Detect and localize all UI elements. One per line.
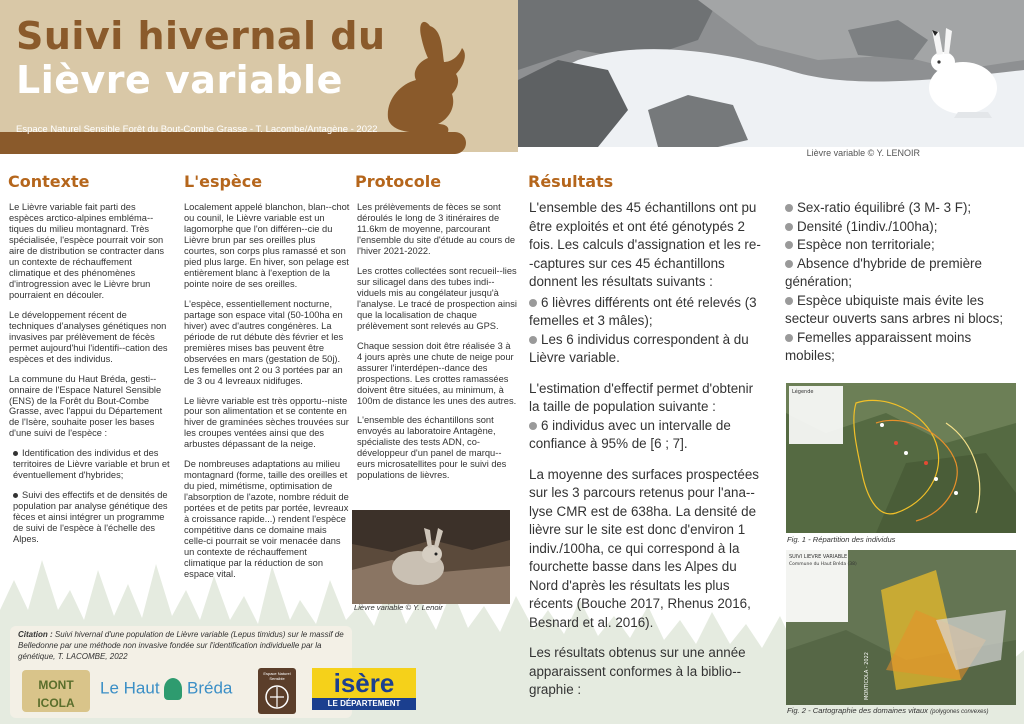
- resultats-body: [529, 199, 761, 712]
- map2-sub: Commune du Haut Bréda (38): [789, 562, 857, 567]
- resultats-b3: 6 individus avec un intervalle de confiance à 95% de [6 ; 7].: [529, 417, 731, 451]
- protocole-p3: Chaque session doit être réalisée 3 à 4 jours après une chute de neige pour assurer l'interdépen--dance des prospections. Les crottes ramassées doivent être situées, au minimum, à 100m de distance les unes des autres.: [357, 340, 517, 406]
- protocole-p4: L'ensemble des échantillons sont envoyés au laboratoire Antagène, spécialiste des tests ADN, co-développeur d'un panel de marqu--eurs microsatellites pour le suivi des populations de lièvres.: [357, 415, 507, 481]
- resultats-list-item: Espèce non territoriale;: [785, 236, 1015, 255]
- map1-legend-title: Légende: [792, 389, 814, 395]
- ens-leaf-icon: [264, 683, 290, 711]
- map-individus: [786, 383, 1016, 533]
- hare-silhouette-icon: [378, 18, 488, 136]
- map2-title: SUIVI LIEVRE VARIABLE: [789, 554, 848, 560]
- contexte-body: [9, 202, 171, 554]
- contexte-p1: Le Lièvre variable fait parti des espèces arctico-alpines embléma--tiques du milieu montagnard. Très spécialisée, l'espèce pourrait voir son aire de distribution se contracter dans un contexte de réchauffement climatique et des phénomènes d'introgression avec le Lièvre brun pourraient en découler.: [9, 202, 165, 300]
- resultats-list: [785, 199, 1015, 366]
- page-title-line2: Lièvre variable: [16, 58, 343, 102]
- protocole-p1: Les prélèvements de fèces se sont déroulés le long de 3 itinéraires de 11.6km de moyenne, parcourant l'ensemble du site d'étude au cours de l'hiver 2021-2022.: [357, 202, 516, 256]
- resultats-list-item: Espèce ubiquiste mais évite les secteur ouverts sans arbres ni blocs;: [785, 292, 1004, 326]
- fig2-caption: Fig. 2 - Cartographie des domaines vitaux (polygones convexes): [787, 706, 989, 715]
- espece-p4: De nombreuses adaptations au milieu montagnard (forme, taille des oreilles et du pied, mimétisme, optimisation de l'absorption de l'azote, nombre réduit de portées et de petits par portée, levreaux à croissance rapide...) rendent l'espèce compétitive dans ce domaine mais celle-ci pourrait se voir menacée dans un contexte de réchauffement climatique par la réduction de son espace vital.: [184, 459, 349, 580]
- protocole-photo-caption: Lièvre variable © Y. Lenoir: [354, 603, 443, 612]
- fig1-caption: Fig. 1 - Répartition des individus: [787, 535, 896, 544]
- contexte-p3: La commune du Haut Bréda, gesti--onnaire de l'Espace Naturel Sensible (ENS) de la Forêt du Bout-Combe Grasse, avec l'appui du Département de l'Isère, souhaite poser les bases d'une suivi de l'espèce :: [9, 373, 163, 439]
- resultats-p2: L'estimation d'effectif permet d'obtenir la taille de population suivante :: [529, 380, 754, 414]
- espece-body: [184, 202, 350, 589]
- espece-p1: Localement appelé blanchon, blan--chot ou counil, le Lièvre variable est un lagomorphe que l'on différen--cie du Lièvre brun par ses oreilles plus courtes, son corps plus ramassé et son pied plus large. En hiver, son pelage est entièrement blanc à l'exeption de la pointe noire de ses oreilles.: [184, 202, 350, 289]
- haut-breda-logo: Le Haut Bréda: [100, 678, 232, 700]
- map2-vertical-label: MONTICOLA - 2022: [864, 652, 870, 700]
- header-photo: [518, 0, 1024, 147]
- espece-p2: L'espèce, essentiellement nocturne, partage son espace vital (50-100ha en hiver) avec d'autres congénères. La période de rut débute dès février et les premières mises bas peuvent être observées en mars (gestation de 50j). Les femelles ont 2 ou 3 portées par an de 3 ou 4 levreaux nidifuges.: [184, 298, 344, 386]
- contexte-p5: Suivi des effectifs et de densités de population par analyse génétique des fèces et ainsi intégrer un programme de suivi de l'espèce à l'échelle des Alpes.: [13, 490, 168, 545]
- photo-credit: Lièvre variable © Y. LENOIR: [806, 148, 920, 158]
- resultats-list-item: Sex-ratio équilibré (3 M- 3 F);: [785, 199, 1015, 218]
- isere-logo: isère LE DÉPARTEMENT: [312, 668, 416, 712]
- resultats-list-item: Absence d'hybride de première génération;: [785, 255, 982, 289]
- contexte-p2: Le développement récent de techniques d'analyses génétiques non invasives par prélèvement de fécès permet aujourd'hui l'identifi--cation des espèces et des individus.: [9, 309, 168, 364]
- resultats-b1: 6 lièvres différents ont été relevés (3 femelles et 3 mâles);: [529, 294, 757, 328]
- protocole-p2: Les crottes collectées sont recueil--lies sur silicagel dans des tubes indi--viduels mis au congélateur jusqu'à l'analyse. Le tracé de prospection ainsi que la localisation de chaque prélèvement sont relevés au GPS.: [357, 265, 517, 331]
- page-title-line1: Suivi hivernal du: [16, 14, 386, 58]
- resultats-list-item: Femelles apparaissent moins mobiles;: [785, 329, 972, 363]
- map-domaines-vitaux: [786, 550, 1016, 705]
- section-title-contexte: Contexte: [8, 172, 90, 191]
- section-title-resultats: Résultats: [528, 172, 614, 191]
- section-title-protocole: Protocole: [355, 172, 442, 191]
- contexte-p4: Identification des individus et des territoires de Lièvre variable et brun et éventuellement d'hybrides;: [13, 448, 170, 481]
- resultats-p3: La moyenne des surfaces prospectées sur les 3 parcours retenus pour l'ana--lyse CMR est de 638ha. La densité de lièvre sur le site est donc d'environ 1 indiv./100ha, ce qui correspond à la fourchette basse dans les Alpes du Nord d'après les résultats les plus récents (Bouche 2017, Rhenus 2016, Besnard et al. 2016).: [529, 466, 760, 630]
- monticola-logo: MONT ICOLA: [22, 670, 90, 712]
- haut-breda-emblem-icon: [164, 678, 182, 700]
- resultats-b2: Les 6 individus correspondent à du Lièvre variable.: [529, 331, 749, 365]
- protocole-photo: [352, 510, 510, 604]
- resultats-list-item: Densité (1indiv./100ha);: [785, 218, 1015, 237]
- citation-text: Citation : Suivi hivernal d'une population de Lièvre variable (Lepus timidus) sur le massif de Belledonne par une méthode non invasive fondée sur l'identification individuelle par la génétique, T. LACOMBE, 2022: [18, 630, 344, 661]
- espece-p3: Le lièvre variable est très opportu--niste pour son alimentation et se contente en hiver de graminées sèches trouvées sur les croupes ventées ainsi que des arbustes dépassant de la neige.: [184, 395, 349, 450]
- resultats-p1: L'ensemble des 45 échantillons ont pu être exploités et ont été génotypés 2 fois. Les calculs d'assignation et les re--captures sur ces 45 échantillons donnent les résultats suivants :: [529, 200, 761, 289]
- header-band: [0, 132, 466, 154]
- ens-logo: Espace Naturel Sensible: [258, 668, 296, 714]
- resultats-p4: Les résultats obtenus sur une année apparaissent conformes à la biblio--graphie :: [529, 645, 746, 697]
- header-subtitle: Espace Naturel Sensible Forêt du Bout-Combe Grasse - T. Lacombe/Antagène - 2022: [16, 124, 378, 135]
- protocole-body: [357, 202, 517, 490]
- section-title-espece: L'espèce: [184, 172, 263, 191]
